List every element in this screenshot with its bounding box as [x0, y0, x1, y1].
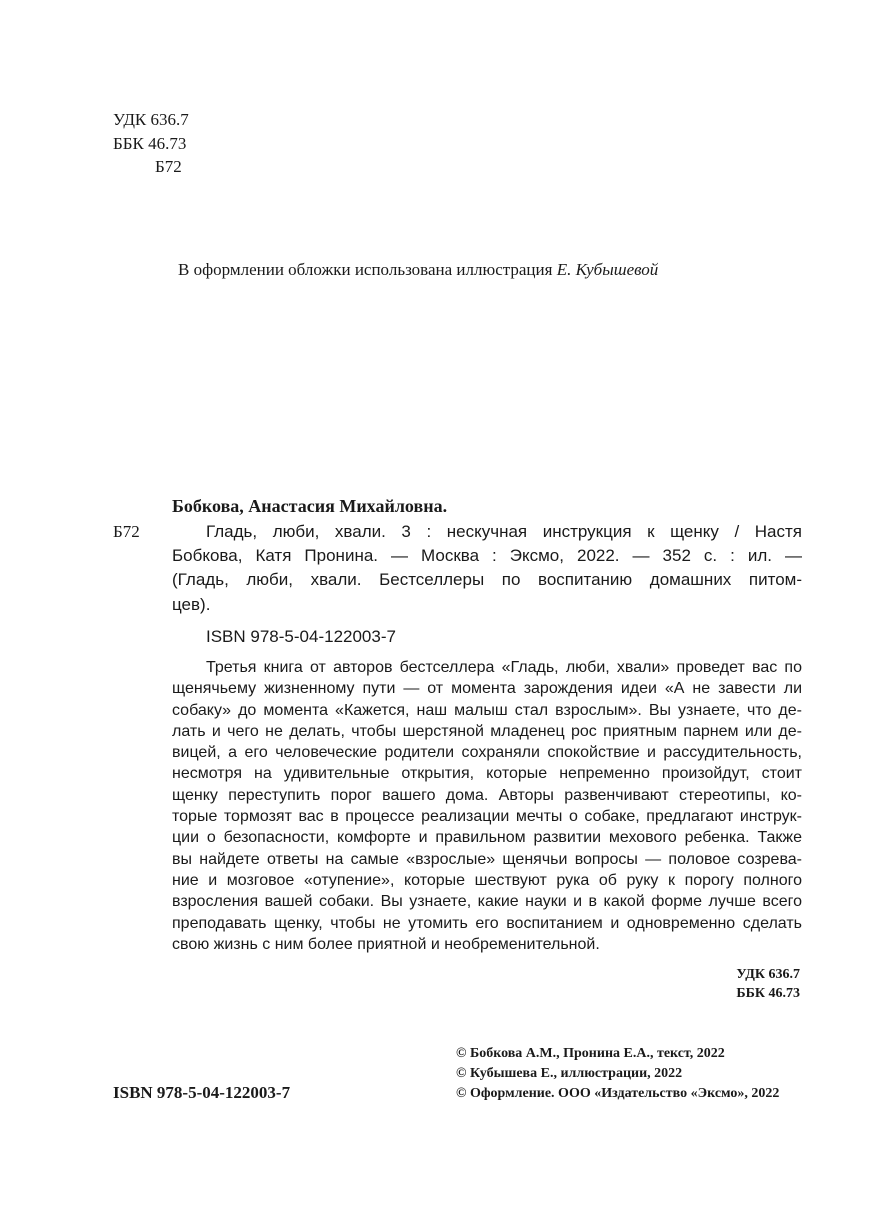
bibliographic-description [172, 520, 802, 617]
cover-note-text: В оформлении обложки использована иллюстрация [178, 260, 557, 279]
udk-code: УДК 636.7 [113, 110, 189, 129]
annotation-line: ние и мозговое «отупение», которые шествуют рука об руку к порогу полного [172, 871, 802, 889]
copyright-block [456, 1044, 779, 1104]
isbn-record: ISBN 978-5-04-122003-7 [206, 627, 396, 646]
cover-illustration-note [178, 258, 658, 282]
copyright-line: © Кубышева Е., иллюстрации, 2022 [456, 1066, 683, 1081]
catalog-code: Б72 [113, 522, 140, 541]
annotation-line: собаку» до момента «Кажется, наш малыш стал взрослым». Вы узнаете, что де- [172, 701, 802, 719]
isbn-bottom: ISBN 978-5-04-122003-7 [113, 1083, 291, 1102]
copyright-line: © Бобкова А.М., Пронина Е.А., текст, 2022 [456, 1046, 725, 1061]
udk-code-right: УДК 636.7 [736, 967, 800, 982]
bib-line: цев). [172, 594, 211, 614]
annotation-line: взросления вашей собаки. Вы узнаете, какие науки и в какой форме лучше всего [172, 893, 802, 911]
annotation-line: ции о безопасности, комфорте и правильном развитии мехового ребенка. Также [172, 829, 802, 847]
annotation-line: щенячьему жизненному пути — от момента зарождения идеи «А не завести ли [172, 680, 802, 698]
bib-line: (Гладь, люби, хвали. Бестселлеры по воспитанию домашних питом- [172, 570, 802, 590]
annotation-line: преподавать щенку, чтобы не утомить его воспитанием и одновременно сделать [172, 914, 802, 932]
annotation-line: свою жизнь с ним более приятной и необременительной. [172, 935, 600, 953]
annotation [172, 657, 802, 955]
annotation-line: торые тормозят вас в процессе реализации мечты о собаке, предлагают инструк- [172, 808, 802, 826]
author-heading: Бобкова, Анастасия Михайловна. [172, 496, 448, 516]
classification-codes-right [700, 965, 800, 1003]
copyright-line: © Оформление. ООО «Издательство «Эксмо», 2022 [456, 1086, 780, 1101]
bbk-code-right: ББК 46.73 [736, 986, 800, 1001]
bbk-code: ББК 46.73 [113, 134, 187, 153]
annotation-line: Третья книга от авторов бестселлера «Гладь, люби, хвали» проведет вас по [206, 659, 802, 676]
annotation-line: несмотря на удивительные открытия, которые непременно произойдут, стоит [172, 765, 802, 783]
annotation-line: вы найдете ответы на самые «взрослые» щенячьи вопросы — половое созрева- [172, 850, 802, 868]
bib-line: Гладь, люби, хвали. 3 : нескучная инструкция к щенку / Настя [206, 522, 802, 541]
cover-illustrator: Е. Кубышевой [556, 260, 659, 279]
annotation-line: лать и чего не делать, чтобы шерстяной младенец рос приятным парнем или де- [172, 722, 802, 740]
bib-line: Бобкова, Катя Пронина. — Москва : Эксмо, 2022. — 352 с. : ил. — [172, 546, 802, 566]
author-mark: Б72 [155, 157, 182, 176]
annotation-line: вицей, а его человеческие родители сохраняли спокойствие и рассудительность, [172, 744, 802, 762]
annotation-line: щенку переступить порог вашего дома. Авторы развенчивают стереотипы, ко- [172, 786, 802, 804]
